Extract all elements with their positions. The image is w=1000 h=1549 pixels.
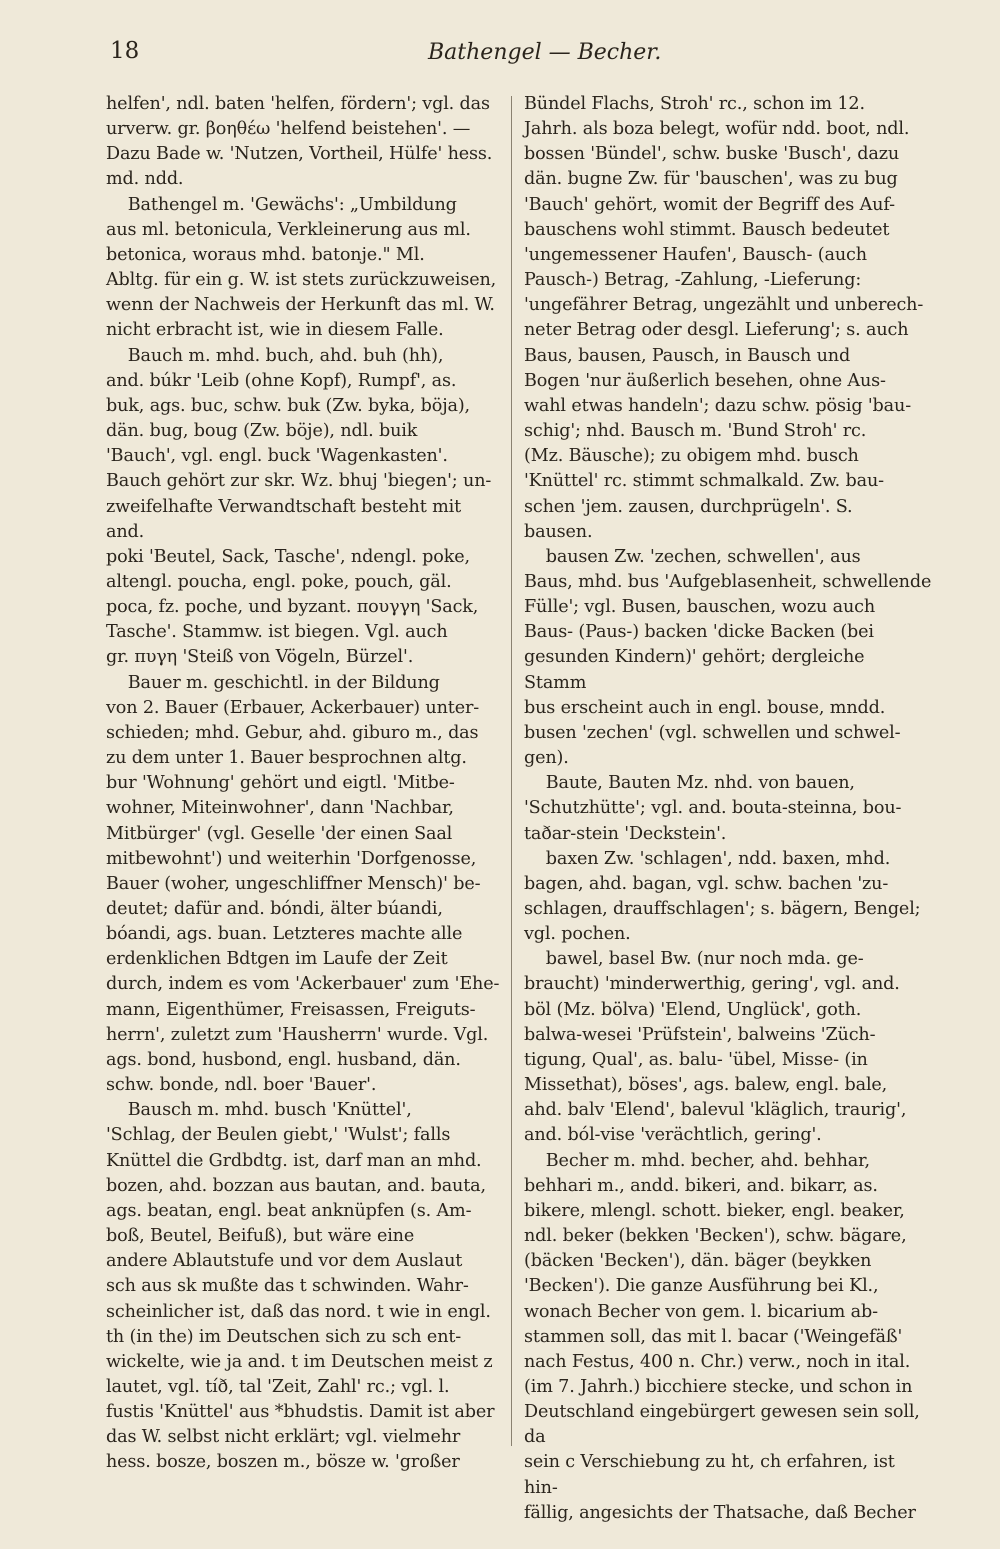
running-head: Bathengel — Becher. [428,40,662,65]
right-column-text: Bündel Flachs, Stroh' rc., schon im 12. Jahrh. als boza belegt, wofür ndd. boot, ndl. bossen 'Bündel', schw. buske 'Busch', dazu dän. bugne Zw. für 'bauschen', was zu bug 'Bauch' gehört, womit der Begriff des Auf- bauschens wohl stimmt. Bausch bedeutet 'ungemessener Haufen', Bausch- (auch Pausch-) Betrag, -Zahlung, -Lieferung: 'ungefährer Betrag, ungezählt und unberech- neter Betrag oder desgl. Lieferung'; s. auch Baus, bausen, Pausch, in Bausch und Bogen 'nur äußerlich besehen, ohne Aus- wahl etwas handeln'; dazu schw. pösig 'bau- schig'; nhd. Bausch m. 'Bund Stroh' rc. (Mz. Bäusche); zu obigem mhd. busch 'Knüttel' rc. stimmt schmalkald. Zw. bau- schen 'jem. zausen, durchprügeln'. S. bausen. bausen Zw. 'zechen, schwellen', aus Baus, mhd. bus 'Aufgeblasenheit, schwellende Fülle'; vgl. Busen, bauschen, wozu auch Baus- (Paus-) backen 'dicke Backen (bei gesunden Kindern)' gehört; dergleiche Stamm bus erscheint auch in engl. bouse, mndd. busen 'zechen' (vgl. schwellen und schwel- gen). Baute, Bauten Mz. nhd. von bauen, 'Schutzhütte'; vgl. and. bouta-steinna, bou- taðar-stein 'Deckstein'. baxen Zw. 'schlagen', ndd. baxen, mhd. bagen, ahd. bagan, vgl. schw. bachen 'zu- schlagen, drauffschlagen'; s. bägern, Bengel; vgl. pochen. bawel, basel Bw. (nur noch mda. ge- braucht) 'minderwerthig, gering', vgl. and. böl (Mz. bölva) 'Elend, Unglück', goth. balwa-wesei 'Prüfstein', balweins 'Züch- tigung, Qual', as. balu- 'übel, Misse- (in Missethat), böses', ags. balew, engl. bale, ahd. balv 'Elend', balevul 'kläglich, traurig', and. ból-vise 'verächtlich, gering'. Becher m. mhd. becher, ahd. behhar, behhari m., andd. bikeri, and. bikarr, as. bikere, mlengl. schott. bieker, engl. beaker, ndl. beker (bekken 'Becken'), schw. bägare, (bäcken 'Becken'), dän. bäger (beykken 'Becken'). Die ganze Ausführung bei Kl., wonach Becher von gem. l. bicarium ab- stammen soll, das mit l. bacar ('Weingefäß' nach Festus, 400 n. Chr.) verw., noch in ital. (im 7. Jahrh.) bicchiere stecke, und schon in Deutschland eingebürgert gewesen sein soll, da sein c Verschiebung zu ht, ch erfahren, ist hin- fällig, angesichts der Thatsache, daß Becher [524,94,932,1523]
left-column-text: helfen', ndl. baten 'helfen, fördern'; vgl. das urverw. gr. βοηθέω 'helfend beistehen'. — Dazu Bade w. 'Nutzen, Vortheil, Hülfe' hess. md. ndd. Bathengel m. 'Gewächs': „Umbildung aus ml. betonicula, Verkleinerung aus ml. betonica, woraus mhd. batonje." Ml. Abltg. für ein g. W. ist stets zurückzuweisen, wenn der Nachweis der Herkunft das ml. W. nicht erbracht ist, wie in diesem Falle. Bauch m. mhd. buch, ahd. buh (hh), and. búkr 'Leib (ohne Kopf), Rumpf', as. buk, ags. buc, schw. buk (Zw. byka, böja), dän. bug, boug (Zw. böje), ndl. buik 'Bauch', vgl. engl. buck 'Wagenkasten'. Bauch gehört zur skr. Wz. bhuj 'biegen'; un- zweifelhafte Verwandtschaft besteht mit and. poki 'Beutel, Sack, Tasche', ndengl. poke, altengl. poucha, engl. poke, pouch, gäl. poca, fz. poche, und byzant. πουγγη 'Sack, Tasche'. Stammw. ist biegen. Vgl. auch gr. πυγη 'Steiß von Vögeln, Bürzel'. Bauer m. geschichtl. in der Bildung von 2. Bauer (Erbauer, Ackerbauer) unter- schieden; mhd. Gebur, ahd. giburo m., das zu dem unter 1. Bauer besprochnen altg. bur 'Wohnung' gehört und eigtl. 'Mitbe- wohner, Miteinwohner', dann 'Nachbar, Mitbürger' (vgl. Geselle 'der einen Saal mitbewohnt') und weiterhin 'Dorfgenosse, Bauer (woher, ungeschliffner Mensch)' be- deutet; dafür and. bóndi, älter búandi, bóandi, ags. buan. Letzteres machte alle erdenklichen Bdtgen im Laufe der Zeit durch, indem es vom 'Ackerbauer' zum 'Ehe- mann, Eigenthümer, Freisassen, Freiguts- herrn', zuletzt zum 'Hausherrn' wurde. Vgl. ags. bond, husbond, engl. husband, dän. schw. bonde, ndl. boer 'Bauer'. Bausch m. mhd. busch 'Knüttel', 'Schlag, der Beulen giebt,' 'Wulst'; falls Knüttel die Grdbdtg. ist, darf man an mhd. bozen, ahd. bozzan aus bautan, and. bauta, ags. beatan, engl. beat anknüpfen (s. Am- boß, Beutel, Beifuß), but wäre eine andere Ablautstufe und vor dem Auslaut sch aus sk mußte das t schwinden. Wahr- scheinlicher ist, daß das nord. t wie in engl. th (in the) im Deutschen sich zu sch ent- wickelte, wie ja and. t im Deutschen meist z lautet, vgl. tíð, tal 'Zeit, Zahl' rc.; vgl. l. fustis 'Knüttel' aus *bhudstis. Damit ist aber das W. selbst nicht erklärt; vgl. vielmehr hess. bosze, boszen m., bösze w. 'großer [106,94,500,1473]
page-number: 18 [110,38,140,64]
right-column [524,92,932,1523]
column-divider [511,96,512,1446]
left-column [106,92,503,1472]
